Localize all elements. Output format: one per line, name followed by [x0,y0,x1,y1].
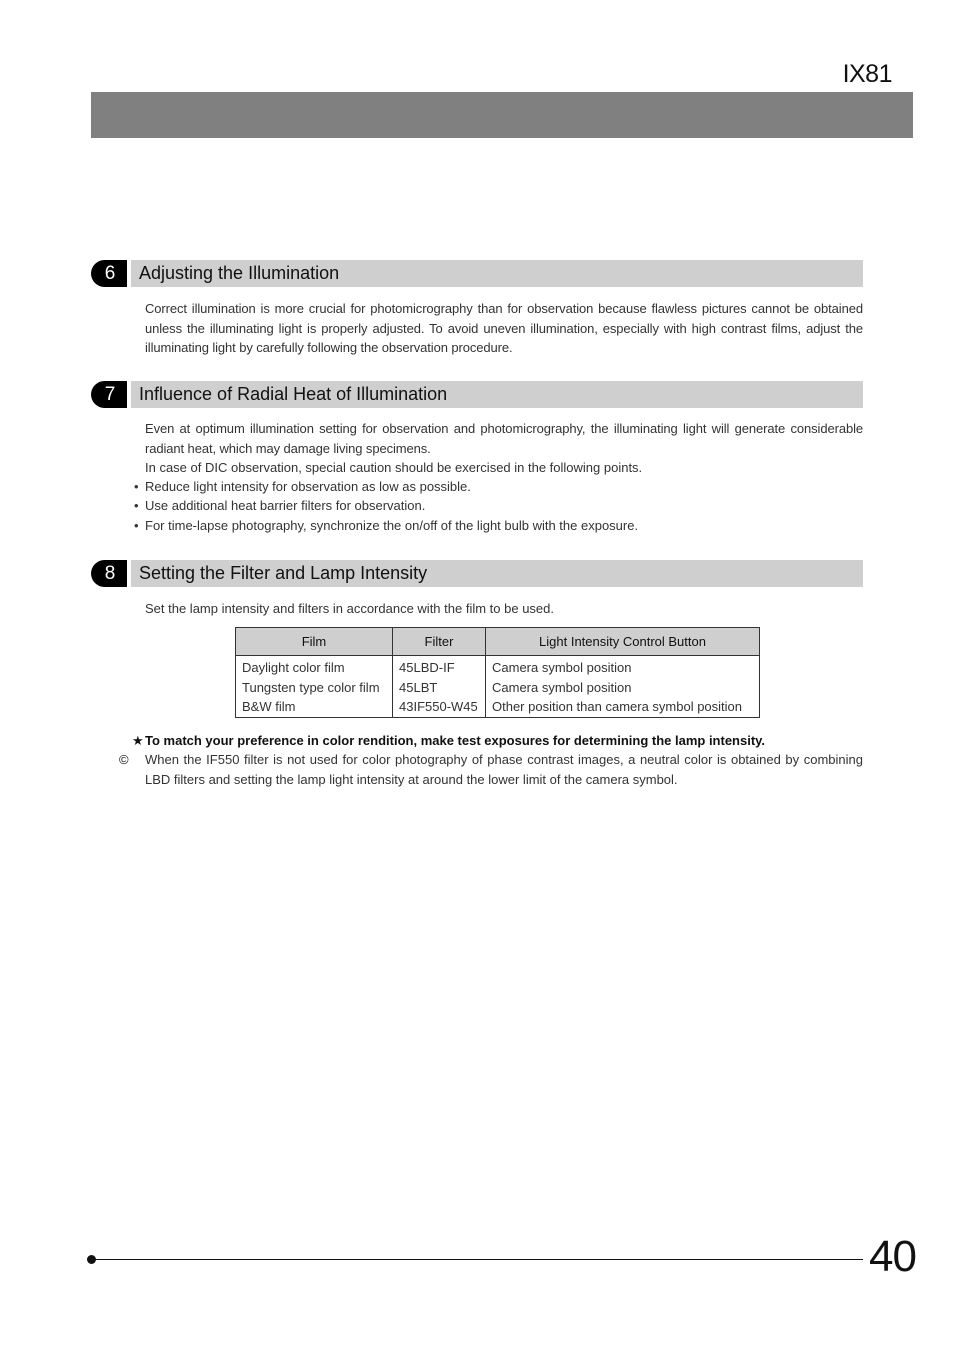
header-bar [91,92,913,138]
section-8-body: Set the lamp intensity and filters in accordance with the film to be used. [145,601,554,616]
bullet-icon: • [134,479,139,494]
section-number-badge: 7 [91,381,127,408]
table-cell: Camera symbol position [486,678,760,698]
bullet-text: For time-lapse photography, synchronize the on/off of the light bulb with the exposure. [145,518,639,533]
section-heading-6 [91,260,863,287]
table-header-row [236,628,760,656]
tip-text: To match your preference in color rendition, make test exposures for determining the lamp intensity. [145,733,766,748]
column-header-filter: Filter [393,628,486,656]
section-number-badge: 8 [91,560,127,587]
bullet-item [134,516,638,536]
bullet-item [134,496,425,516]
tip-note [132,731,863,751]
model-label: IX81 [842,60,892,88]
info-note [119,750,863,789]
table-cell: Tungsten type color film [236,678,393,698]
footer-rule [92,1259,863,1260]
section-number-badge: 6 [91,260,127,287]
table-cell: 43IF550-W45 [393,697,486,717]
bullet-text: Use additional heat barrier filters for observation. [145,498,426,513]
filter-table [235,627,760,718]
section-title: Adjusting the Illumination [139,263,340,283]
section-6-body: Correct illumination is more crucial for photomicrography than for observation because flawless pictures cannot be obtained unless the illuminating light is properly adjusted. To avoid uneven illumination, especially with high contrast films, adjust the illuminating light by carefully following the observation procedure. [145,301,863,355]
bullet-text: Reduce light intensity for observation as low as possible. [145,479,471,494]
table-cell: 45LBD-IF [393,656,486,678]
table-row [236,697,760,717]
section-heading-7 [91,381,863,408]
bullet-item [134,477,471,497]
table-cell: 45LBT [393,678,486,698]
bullet-icon: • [134,498,139,513]
section-heading-8 [91,560,863,587]
section-title: Influence of Radial Heat of Illumination [139,384,448,404]
bullet-icon: • [134,518,139,533]
info-text: When the IF550 filter is not used for color photography of phase contrast images, a neutral color is obtained by combining LBD filters and setting the lamp light intensity at around the lower limit of the camera symbol. [145,752,863,787]
page-number: 40 [869,1232,916,1281]
section-7-body: Even at optimum illumination setting for observation and photomicrography, the illuminating light will generate considerable radiant heat, which may damage living specimens. [145,421,863,456]
table-cell: Camera symbol position [486,656,760,678]
table-cell: Daylight color film [236,656,393,678]
column-header-film: Film [236,628,393,656]
table-cell: B&W film [236,697,393,717]
star-icon: ★ [132,733,144,748]
copyright-icon: © [119,752,129,767]
table-cell: Other position than camera symbol position [486,697,760,717]
column-header-light-intensity: Light Intensity Control Button [486,628,760,656]
section-7-body-2: In case of DIC observation, special caution should be exercised in the following points. [145,460,643,475]
section-title: Setting the Filter and Lamp Intensity [139,563,428,583]
table-row [236,678,760,698]
table-row [236,656,760,678]
